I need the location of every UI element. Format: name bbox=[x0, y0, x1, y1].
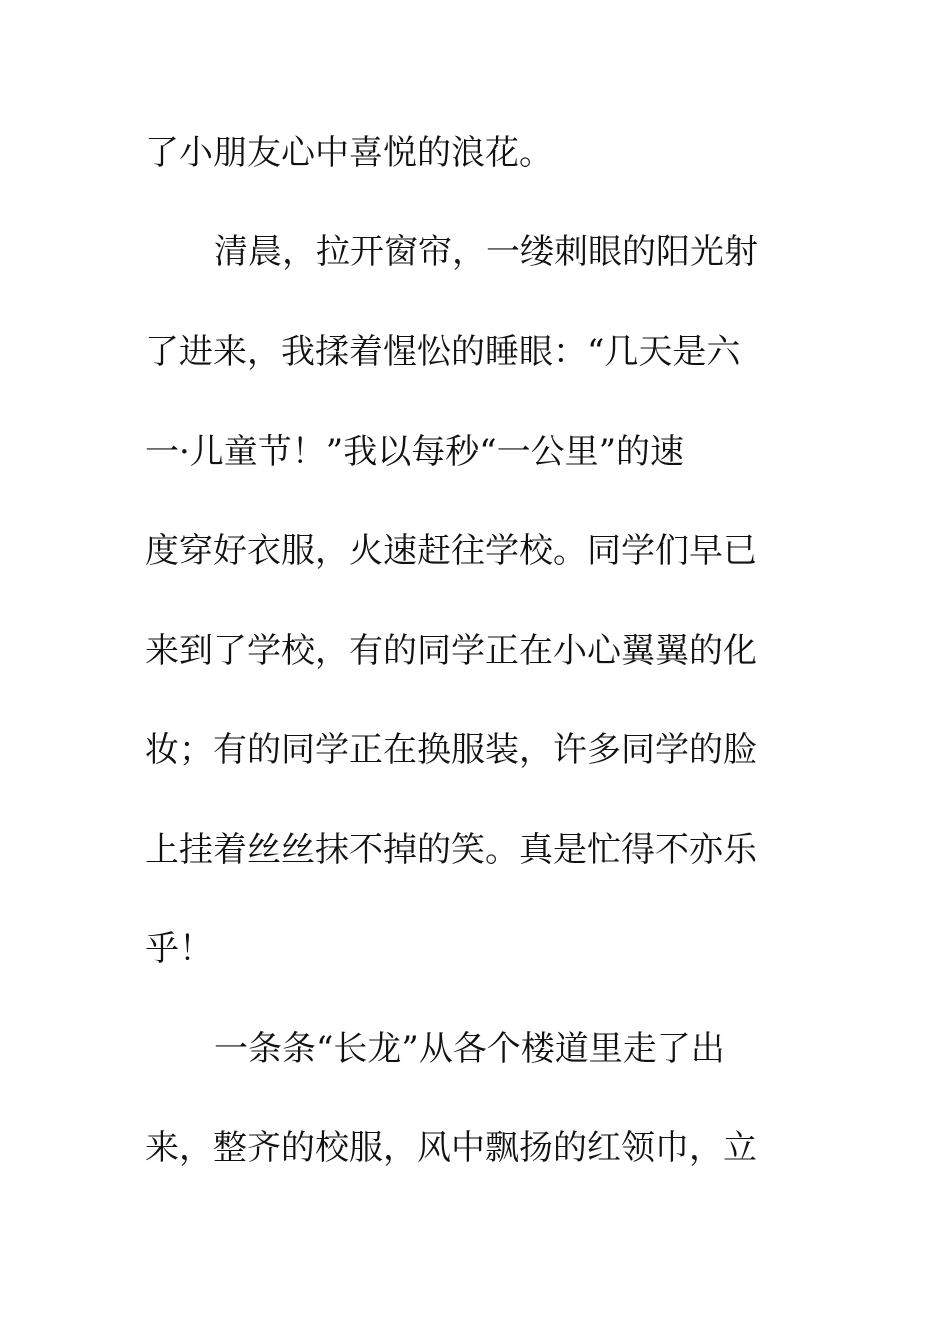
text-line: 来到了学校，有的同学正在小心翼翼的化 bbox=[145, 631, 757, 671]
text-line: 上挂着丝丝抹不掉的笑。真是忙得不亦乐 bbox=[145, 830, 757, 870]
text-line: 一·儿童节！”我以每秒“一公里”的速 bbox=[145, 432, 684, 472]
paragraph-first-line: 一条条“长龙”从各个楼道里走了出 bbox=[214, 1029, 725, 1069]
text-line: 乎！ bbox=[145, 929, 213, 969]
text-line: 了小朋友心中喜悦的浪花。 bbox=[145, 133, 553, 173]
text-line: 来，整齐的校服，风中飘扬的红领巾，立 bbox=[145, 1128, 757, 1168]
text-line: 妆；有的同学正在换服装，许多同学的脸 bbox=[145, 730, 757, 770]
text-line: 度穿好衣服，火速赶往学校。同学们早已 bbox=[145, 531, 757, 571]
text-line: 了进来，我揉着惺忪的睡眼：“几天是六 bbox=[145, 332, 741, 372]
paragraph-first-line: 清晨，拉开窗帘，一缕刺眼的阳光射 bbox=[214, 232, 758, 272]
